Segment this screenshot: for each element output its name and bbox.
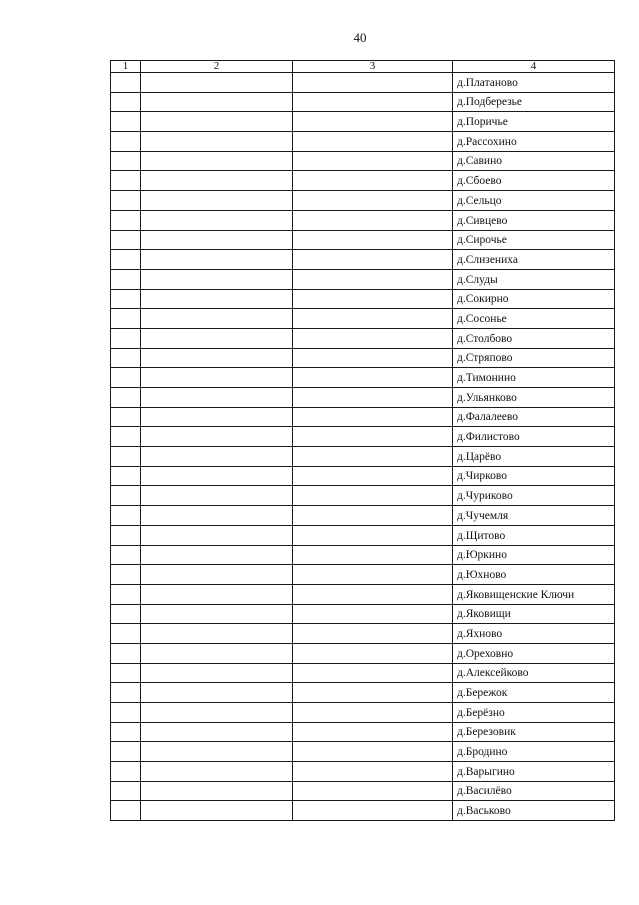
table-row [111, 132, 615, 152]
column-header-4: 4 [453, 61, 615, 73]
table-cell-col4: д.Сивцево [453, 210, 615, 230]
table-cell-col3 [293, 545, 453, 565]
table-row [111, 683, 615, 703]
table-cell-col2 [141, 92, 293, 112]
table-cell-col1 [111, 171, 141, 191]
table-cell-col2 [141, 289, 293, 309]
table-cell-col2 [141, 781, 293, 801]
table-cell-col4: д.Щитово [453, 525, 615, 545]
table-cell-col1 [111, 643, 141, 663]
table-cell-col3 [293, 289, 453, 309]
table-cell-col4: д.Филистово [453, 427, 615, 447]
table-cell-col4: д.Столбово [453, 328, 615, 348]
table-cell-col1 [111, 250, 141, 270]
table-cell-col1 [111, 506, 141, 526]
table-cell-col4: д.Берёзно [453, 703, 615, 723]
table-cell-col2 [141, 407, 293, 427]
table-cell-col4: д.Васьково [453, 801, 615, 821]
table-cell-col4: д.Рассохино [453, 132, 615, 152]
table-cell-col3 [293, 230, 453, 250]
table-cell-col4: д.Фалалеево [453, 407, 615, 427]
table-cell-col1 [111, 742, 141, 762]
table-cell-col3 [293, 466, 453, 486]
table-cell-col3 [293, 781, 453, 801]
table-row [111, 309, 615, 329]
table-cell-col4: д.Поричье [453, 112, 615, 132]
table-cell-col1 [111, 368, 141, 388]
table-row [111, 722, 615, 742]
table-cell-col2 [141, 643, 293, 663]
table-cell-col3 [293, 506, 453, 526]
table-cell-col1 [111, 624, 141, 644]
table-cell-col1 [111, 781, 141, 801]
table-cell-col3 [293, 269, 453, 289]
table-cell-col4: д.Слуды [453, 269, 615, 289]
table-cell-col2 [141, 565, 293, 585]
table-cell-col4: д.Варыгино [453, 762, 615, 782]
table-cell-col4: д.Алексейково [453, 663, 615, 683]
table-cell-col2 [141, 73, 293, 93]
table-cell-col3 [293, 368, 453, 388]
table-cell-col4: д.Юхново [453, 565, 615, 585]
table-cell-col3 [293, 151, 453, 171]
table-cell-col3 [293, 624, 453, 644]
table-cell-col1 [111, 348, 141, 368]
table-cell-col4: д.Стряпово [453, 348, 615, 368]
table-cell-col3 [293, 663, 453, 683]
table-row [111, 112, 615, 132]
table-cell-col3 [293, 210, 453, 230]
table-cell-col2 [141, 191, 293, 211]
table-cell-col4: д.Березовик [453, 722, 615, 742]
table-row [111, 801, 615, 821]
table-cell-col1 [111, 486, 141, 506]
table-row [111, 427, 615, 447]
table-cell-col3 [293, 112, 453, 132]
table-cell-col4: д.Яковищенские Ключи [453, 584, 615, 604]
table-cell-col2 [141, 762, 293, 782]
table-cell-col4: д.Юркино [453, 545, 615, 565]
table-cell-col2 [141, 683, 293, 703]
table-header [111, 61, 615, 73]
table-cell-col3 [293, 427, 453, 447]
table-cell-col2 [141, 171, 293, 191]
table-cell-col4: д.Сокирно [453, 289, 615, 309]
table-row [111, 289, 615, 309]
table-row [111, 92, 615, 112]
table-row [111, 269, 615, 289]
table-cell-col4: д.Сельцо [453, 191, 615, 211]
table-cell-col1 [111, 151, 141, 171]
table-cell-col2 [141, 584, 293, 604]
table-row [111, 604, 615, 624]
table-row [111, 781, 615, 801]
table-cell-col4: д.Сбоево [453, 171, 615, 191]
table-cell-col4: д.Чучемля [453, 506, 615, 526]
table-cell-col1 [111, 191, 141, 211]
table-cell-col3 [293, 328, 453, 348]
header-row [111, 61, 615, 73]
table-cell-col1 [111, 388, 141, 408]
table-cell-col1 [111, 545, 141, 565]
table-cell-col4: д.Сосонье [453, 309, 615, 329]
table-cell-col4: д.Ульянково [453, 388, 615, 408]
table-cell-col4: д.Тимонино [453, 368, 615, 388]
table-cell-col1 [111, 73, 141, 93]
table-cell-col3 [293, 683, 453, 703]
table-cell-col4: д.Царёво [453, 447, 615, 467]
table-cell-col1 [111, 132, 141, 152]
table-row [111, 525, 615, 545]
table-cell-col4: д.Платаново [453, 73, 615, 93]
settlements-table [110, 60, 615, 821]
table-row [111, 388, 615, 408]
table-row [111, 230, 615, 250]
table-cell-col3 [293, 73, 453, 93]
table-cell-col2 [141, 309, 293, 329]
table-cell-col3 [293, 604, 453, 624]
table-cell-col3 [293, 92, 453, 112]
table-row [111, 191, 615, 211]
table-cell-col1 [111, 447, 141, 467]
table-cell-col4: д.Подберезье [453, 92, 615, 112]
table-cell-col2 [141, 348, 293, 368]
table-row [111, 368, 615, 388]
table-row [111, 151, 615, 171]
table-row [111, 663, 615, 683]
table-cell-col1 [111, 92, 141, 112]
table-cell-col3 [293, 565, 453, 585]
table-cell-col3 [293, 801, 453, 821]
table-cell-col4: д.Яхново [453, 624, 615, 644]
table-cell-col2 [141, 545, 293, 565]
table-cell-col2 [141, 663, 293, 683]
table-cell-col3 [293, 309, 453, 329]
table-cell-col3 [293, 742, 453, 762]
table-cell-col2 [141, 151, 293, 171]
table-cell-col3 [293, 722, 453, 742]
table-cell-col2 [141, 466, 293, 486]
table-cell-col2 [141, 722, 293, 742]
table-cell-col3 [293, 525, 453, 545]
table-cell-col2 [141, 388, 293, 408]
table-cell-col3 [293, 250, 453, 270]
table-cell-col2 [141, 604, 293, 624]
table-cell-col4: д.Ореховно [453, 643, 615, 663]
table-cell-col1 [111, 683, 141, 703]
table-row [111, 466, 615, 486]
table-cell-col1 [111, 584, 141, 604]
table-cell-col3 [293, 191, 453, 211]
table-cell-col1 [111, 801, 141, 821]
table-cell-col3 [293, 447, 453, 467]
table-cell-col2 [141, 427, 293, 447]
table-cell-col1 [111, 604, 141, 624]
table-row [111, 486, 615, 506]
table-cell-col2 [141, 447, 293, 467]
table-cell-col2 [141, 742, 293, 762]
table-cell-col3 [293, 762, 453, 782]
table-cell-col2 [141, 506, 293, 526]
table-cell-col1 [111, 525, 141, 545]
table-row [111, 348, 615, 368]
table-row [111, 447, 615, 467]
table-cell-col1 [111, 663, 141, 683]
table-cell-col2 [141, 486, 293, 506]
table-row [111, 742, 615, 762]
table-cell-col1 [111, 309, 141, 329]
table-cell-col3 [293, 703, 453, 723]
table-row [111, 506, 615, 526]
table-row [111, 328, 615, 348]
table-cell-col1 [111, 112, 141, 132]
table-cell-col3 [293, 407, 453, 427]
table-cell-col1 [111, 565, 141, 585]
table-cell-col1 [111, 328, 141, 348]
table-cell-col1 [111, 289, 141, 309]
table-cell-col2 [141, 210, 293, 230]
table-cell-col4: д.Слизениха [453, 250, 615, 270]
table-cell-col4: д.Чуриково [453, 486, 615, 506]
table-cell-col1 [111, 427, 141, 447]
table-cell-col4: д.Савино [453, 151, 615, 171]
table-cell-col3 [293, 348, 453, 368]
table-cell-col2 [141, 269, 293, 289]
table-cell-col3 [293, 486, 453, 506]
table-row [111, 545, 615, 565]
table-cell-col2 [141, 132, 293, 152]
table-cell-col2 [141, 112, 293, 132]
table-row [111, 171, 615, 191]
table-row [111, 565, 615, 585]
table-cell-col2 [141, 368, 293, 388]
table-row [111, 250, 615, 270]
table-cell-col3 [293, 388, 453, 408]
table-cell-col2 [141, 525, 293, 545]
table-cell-col1 [111, 407, 141, 427]
table-body [111, 73, 615, 821]
table-row [111, 73, 615, 93]
table-cell-col2 [141, 250, 293, 270]
table-cell-col2 [141, 328, 293, 348]
table-cell-col3 [293, 643, 453, 663]
table-row [111, 703, 615, 723]
table-cell-col3 [293, 584, 453, 604]
table-cell-col1 [111, 703, 141, 723]
table-cell-col4: д.Бродино [453, 742, 615, 762]
table-cell-col3 [293, 132, 453, 152]
table-cell-col4: д.Чирково [453, 466, 615, 486]
table-row [111, 210, 615, 230]
table-cell-col2 [141, 230, 293, 250]
column-header-2: 2 [141, 61, 293, 73]
table-cell-col1 [111, 722, 141, 742]
table-cell-col4: д.Бережок [453, 683, 615, 703]
table-cell-col1 [111, 230, 141, 250]
table-cell-col4: д.Сирочье [453, 230, 615, 250]
table-cell-col2 [141, 703, 293, 723]
table-cell-col2 [141, 801, 293, 821]
table-cell-col1 [111, 210, 141, 230]
table-cell-col4: д.Яковищи [453, 604, 615, 624]
table-cell-col4: д.Василёво [453, 781, 615, 801]
table-cell-col1 [111, 466, 141, 486]
table-cell-col1 [111, 762, 141, 782]
table-cell-col3 [293, 171, 453, 191]
table-row [111, 624, 615, 644]
table-row [111, 643, 615, 663]
table-cell-col1 [111, 269, 141, 289]
table-row [111, 407, 615, 427]
page-number: 40 [353, 30, 367, 45]
table-cell-col2 [141, 624, 293, 644]
column-header-1: 1 [111, 61, 141, 73]
table-row [111, 762, 615, 782]
column-header-3: 3 [293, 61, 453, 73]
table-row [111, 584, 615, 604]
